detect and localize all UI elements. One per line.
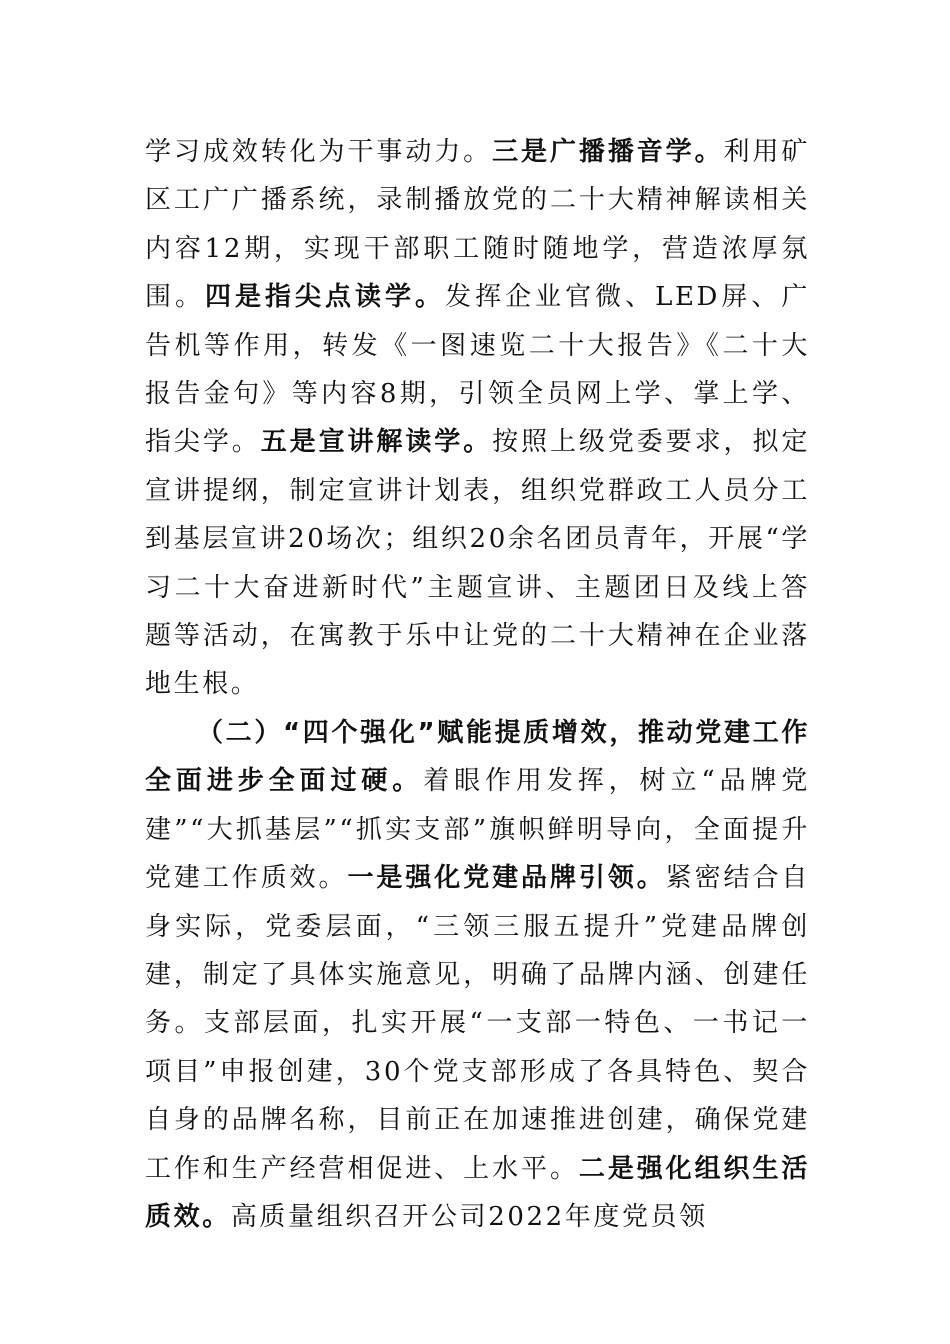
text-run: 利用矿区工广广播系统，录制播放党的二十大精神解读相关内容12期，实现干部职工随时随地学，营造浓厚氛围。 [145,137,810,313]
body-text [145,128,810,1241]
bold-heading-run: 四是指尖点读学。 [205,282,446,313]
paragraph-1 [145,128,810,709]
text-run: 着眼作用发挥，树立“品牌党建”“大抓基层”“抓实支部”旗帜鲜明导向，全面提升党建工作质效。 [145,766,810,894]
bold-heading-run: 二是强化组织生活质效。 [145,1153,810,1232]
bold-heading-run: 五是宣讲解读学。 [260,427,493,458]
text-run: 发挥企业官微、LED屏、广告机等作用，转发《一图速览二十大报告》《二十大报告金句》等内容8期，引领全员网上学、掌上学、指尖学。 [145,282,810,458]
text-run: 紧密结合自身实际，党委层面，“三领三服五提升”党建品牌创建，制定了具体实施意见，明确了品牌内涵、创建任务。支部层面，扎实开展“一支部一特色、一书记一项目”申报创建，30个党支部形成了各具特色、契合自身的品牌名称，目前正在加速推进创建，确保党建工作和生产经营相促进、上水平。 [145,863,810,1184]
bold-heading-run: 三是广播播音学。 [492,137,724,167]
section-heading: （二）“四个强化”赋能提质增效，推动党建工作全面进步全面过硬。 [145,717,810,797]
text-run: 学习成效转化为干事动力。 [145,137,493,167]
text-run: 高质量组织召开公司2022年度党员领 [230,1201,708,1232]
text-run: 按照上级党委要求，拟定宣讲提纲，制定宣讲计划表，组织党群政工人员分工到基层宣讲20场次；组织20余名团员青年，开展“学习二十大奋进新时代”主题宣讲、主题团日及线上答题等活动，在寓教于乐中让党的二十大精神在企业落地生根。 [145,427,811,700]
paragraph-2 [145,709,810,1241]
bold-heading-run: 一是强化党建品牌引领。 [347,863,666,894]
